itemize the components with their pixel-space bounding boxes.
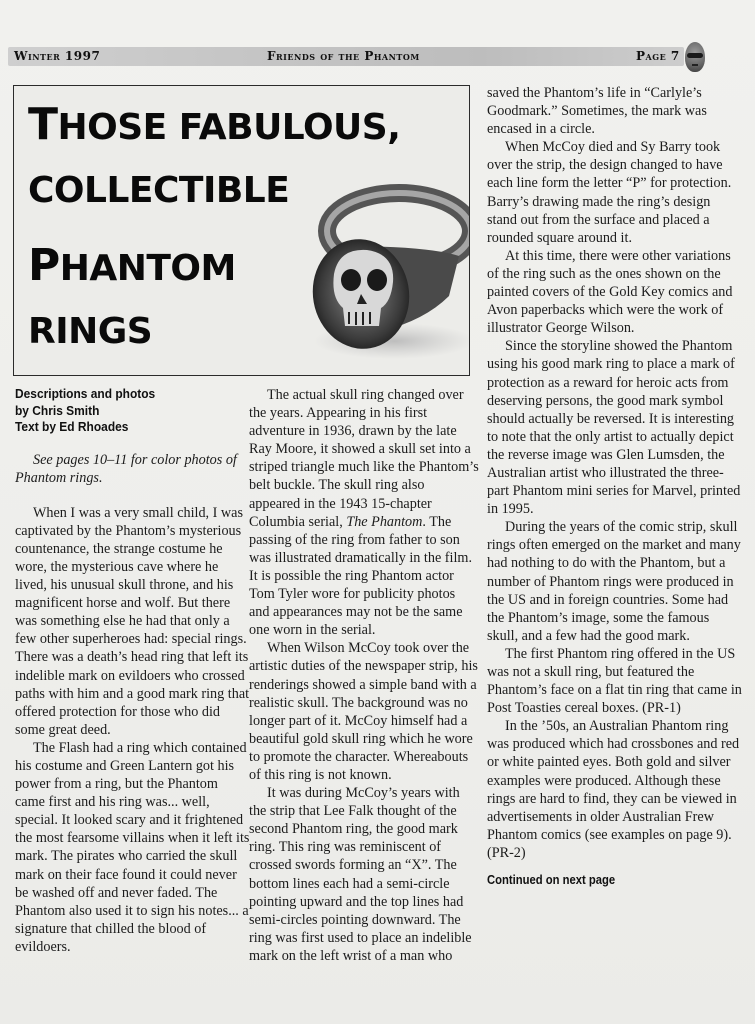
title-line-2 (28, 170, 289, 211)
title-text: COLLECTIBLE (28, 170, 290, 211)
phantom-mask-shape (687, 53, 703, 58)
phantom-mouth-shape (692, 64, 698, 66)
paragraph: In the ’50s, an Australian Phantom ring was produced which had crossbones and red or white painted eyes. Both gold and silver examples were produced. Although these rings are hard to find, they can be viewed in advertisements in older Australian Frew Phantom comics (see examples on page 9). (PR-2) (487, 718, 740, 861)
paragraph: At this time, there were other variations of the ring such as the ones shown on the painted covers of the Gold Key comics and Avon paperbacks which were the work of illustrator George Wilson. (487, 247, 733, 337)
paragraph: It was during McCoy’s years with the strip that Lee Falk thought of the second Phantom ring, the good mark ring. This ring was reminiscent of crossed swords forming an “X”. The bottom lines each had a semi-circle pointing upward and the top lines had semi-circles pointing downward. The ring was first used to place an indelible mark on the left wrist of a man who (249, 785, 472, 964)
paragraph: During the years of the comic strip, skull rings often emerged on the market and many had nothing to do with the Phantom, but a number of Phantom rings were produced in the US and in foreign countries. Some had the Phantom’s image, some the famous skull, and a few had the good mark. (487, 519, 741, 644)
article-column-1 (15, 386, 250, 956)
title-text: HOSE FABULOUS, (57, 107, 401, 148)
skull-ring-photo (299, 176, 470, 361)
byline-line: Descriptions and photos (15, 386, 156, 401)
byline-line: Text by Ed Rhoades (15, 419, 129, 434)
paragraph: saved the Phantom’s life in “Carlyle’s Goodmark.” Sometimes, the mark was encased in a circle. (487, 85, 707, 138)
article-column-3 (487, 84, 742, 889)
skull-eye-left (341, 269, 361, 291)
film-title: The Phantom (346, 513, 423, 530)
photo-reference-note: See pages 10–11 for color photos of Phantom rings. (15, 451, 237, 486)
title-cap: P (28, 240, 60, 291)
paragraph: The first Phantom ring offered in the US was not a skull ring, but featured the Phantom’s face on a flat tin ring that came in Post Toasties cereal boxes. (PR-1) (487, 645, 742, 717)
paragraph: When McCoy died and Sy Barry took over the strip, the design changed to have each line form the letter “P” for protection. Barry’s drawing made the ring’s design stand out from the surface and placed a rounded square around it. (487, 139, 732, 246)
byline (15, 386, 231, 436)
article-column-2 (249, 386, 479, 965)
title-text: HANTOM (59, 248, 236, 289)
paragraph: When I was a very small child, I was captivated by the Phantom’s mysterious countenance, the strange costume he wore, the mysterious cave where he lived, his unusual skull throne, and his magnificent horse and wolf. But there was something else he had that only a few other superheroes had: special rings. There was a death’s head ring that left its indelible mark on evildoers who crossed paths with him and a good mark ring that offered protection for those who did some great deed. (15, 504, 250, 738)
title-cap: T (28, 99, 58, 150)
skull-eye-right (367, 269, 387, 291)
continued-note: Continued on next page (487, 873, 616, 888)
paragraph: Since the storyline showed the Phantom using his good mark ring to place a mark of protection as a reward for heroic acts from deserving persons, the good mark symbol should actually be reversed. It is interesting to note that the only artist to actually depict the reverse image was Glen Lumsden, the Australian artist who illustrated the three-part Phantom mini series for Marvel, printed in 1995. (487, 338, 741, 518)
phantom-head-icon (685, 42, 705, 72)
issue-date: Winter 1997 (14, 49, 101, 63)
title-box (13, 85, 470, 376)
page-number: Page 7 (636, 49, 680, 63)
title-text: RINGS (28, 311, 153, 352)
title-line-1 (28, 99, 400, 150)
paragraph (249, 386, 479, 639)
title-line-3 (28, 240, 236, 291)
paragraph-text: The actual skull ring changed over the years. Appearing in his first adventure in 1936, drawn by the late Ray Moore, it showed a skull set into a striped triangle much like the Phantom’s belt buckle. The skull ring also appeared in the 1943 15-chapter Columbia serial, (249, 387, 479, 530)
byline-line: by Chris Smith (15, 402, 100, 418)
publication-title: Friends of the Phantom (267, 49, 420, 63)
paragraph: When Wilson McCoy took over the artistic duties of the newspaper strip, his renderings showed a simple band with a realistic skull. The background was no longer part of it. McCoy himself had a beautiful gold skull ring which he wore to promote the character. Whereabouts of this ring is not known. (249, 640, 478, 783)
paragraph-text: . The passing of the ring from father to son was illustrated dramatically in the film. It is possible the ring Phantom actor Tom Tyler wore for publicity photos and appearances may not be the same one worn in the serial. (249, 513, 472, 639)
title-line-4 (28, 311, 152, 352)
paragraph: The Flash had a ring which contained his costume and Green Lantern got his power from a ring, but the Phantom came first and his ring was... well, special. It looked scary and it frightened the most fearsome villains when it left its mark. The pirates who carried the skull mark on their face found it could never be washed off and never faded. The Phantom also used it to sign his notes... a signature that chilled the blood of evildoers. (15, 739, 250, 955)
